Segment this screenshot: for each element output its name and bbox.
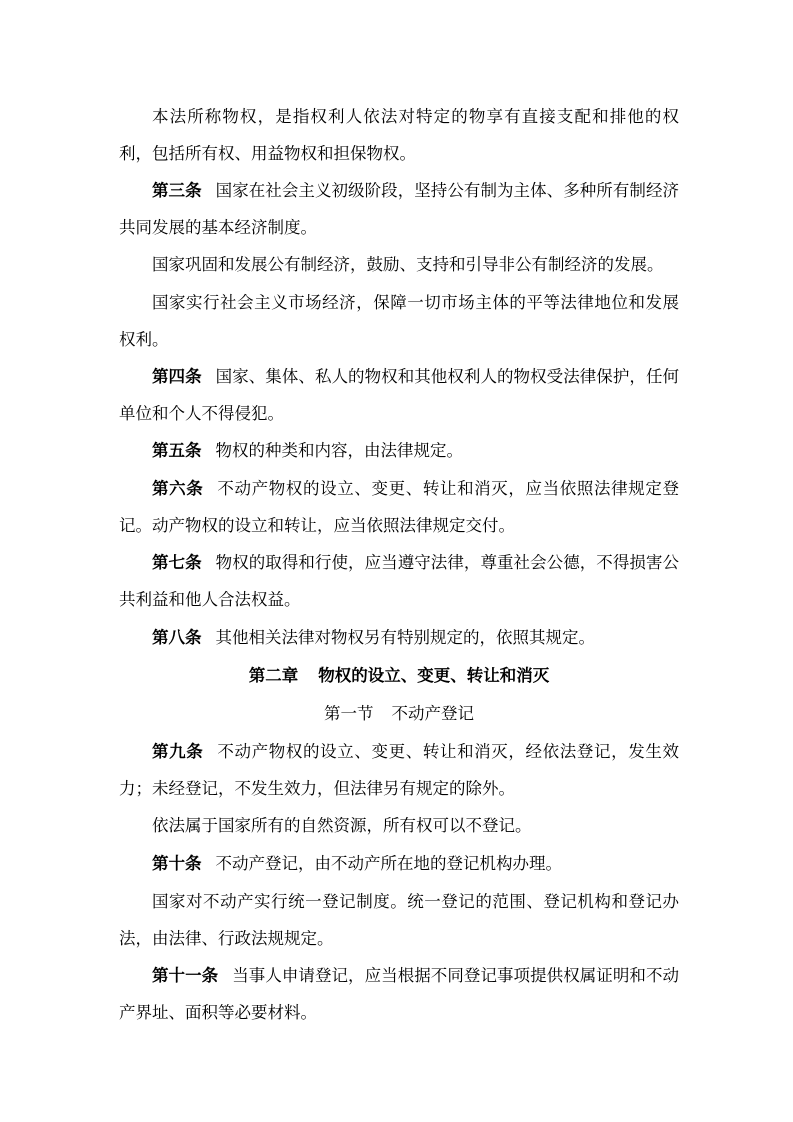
article-paragraph bbox=[119, 957, 679, 1031]
chapter-title: 物权的设立、变更、转让和消灭 bbox=[318, 666, 550, 685]
paragraph bbox=[119, 284, 679, 358]
paragraph-text: 国家实行社会主义市场经济，保障一切市场主体的平等法律地位和发展权利。 bbox=[119, 293, 679, 349]
article-number: 第九条 bbox=[152, 742, 204, 761]
paragraph-text: 其他相关法律对物权另有特别规定的，依照其规定。 bbox=[215, 628, 595, 647]
article-paragraph bbox=[119, 544, 679, 618]
article-number: 第七条 bbox=[152, 553, 202, 572]
article-paragraph bbox=[119, 432, 679, 469]
paragraph-text: 国家、集体、私人的物权和其他权利人的物权受法律保护，任何单位和个人不得侵犯。 bbox=[119, 367, 680, 423]
chapter-number: 第二章 bbox=[248, 666, 299, 685]
paragraph bbox=[119, 246, 679, 283]
paragraph-text: 国家在社会主义初级阶段，坚持公有制为主体、多种所有制经济共同发展的基本经济制度。 bbox=[119, 181, 680, 237]
paragraph-text: 不动产物权的设立、变更、转让和消灭，应当依照法律规定登记。动产物权的设立和转让，应当依照法律规定交付。 bbox=[119, 479, 680, 535]
paragraph bbox=[119, 807, 679, 844]
paragraph-text: 国家巩固和发展公有制经济，鼓励、支持和引导非公有制经济的发展。 bbox=[152, 255, 664, 274]
article-paragraph bbox=[119, 845, 679, 882]
paragraph-text: 国家对不动产实行统一登记制度。统一登记的范围、登记机构和登记办法，由法律、行政法规规定。 bbox=[119, 892, 679, 948]
chapter-heading bbox=[119, 657, 679, 694]
paragraph bbox=[119, 98, 679, 172]
article-paragraph bbox=[119, 619, 679, 656]
article-number: 第十一条 bbox=[152, 966, 219, 985]
paragraph-text: 物权的种类和内容，由法律规定。 bbox=[215, 441, 463, 460]
paragraph-text: 物权的取得和行使，应当遵守法律，尊重社会公德，不得损害公共利益和他人合法权益。 bbox=[119, 553, 680, 609]
section-heading bbox=[119, 695, 679, 732]
article-number: 第三条 bbox=[152, 181, 202, 200]
paragraph-text: 不动产物权的设立、变更、转让和消灭，经依法登记，发生效力；未经登记，不发生效力，但法律另有规定的除外。 bbox=[119, 742, 680, 798]
paragraph-text: 本法所称物权，是指权利人依法对特定的物享有直接支配和排他的权利，包括所有权、用益物权和担保物权。 bbox=[119, 107, 679, 163]
article-number: 第四条 bbox=[152, 367, 202, 386]
article-number: 第十条 bbox=[152, 854, 202, 873]
article-paragraph bbox=[119, 733, 679, 807]
section-number: 第一节 bbox=[324, 704, 374, 723]
paragraph-text: 当事人申请登记，应当根据不同登记事项提供权属证明和不动产界址、面积等必要材料。 bbox=[119, 966, 680, 1022]
article-number: 第六条 bbox=[152, 479, 204, 498]
paragraph-text: 不动产登记，由不动产所在地的登记机构办理。 bbox=[215, 854, 562, 873]
section-title: 不动产登记 bbox=[391, 704, 474, 723]
article-paragraph bbox=[119, 172, 679, 246]
paragraph bbox=[119, 883, 679, 957]
article-paragraph bbox=[119, 470, 679, 544]
paragraph-text: 依法属于国家所有的自然资源，所有权可以不登记。 bbox=[152, 816, 532, 835]
article-number: 第八条 bbox=[152, 628, 202, 647]
article-paragraph bbox=[119, 358, 679, 432]
article-number: 第五条 bbox=[152, 441, 202, 460]
